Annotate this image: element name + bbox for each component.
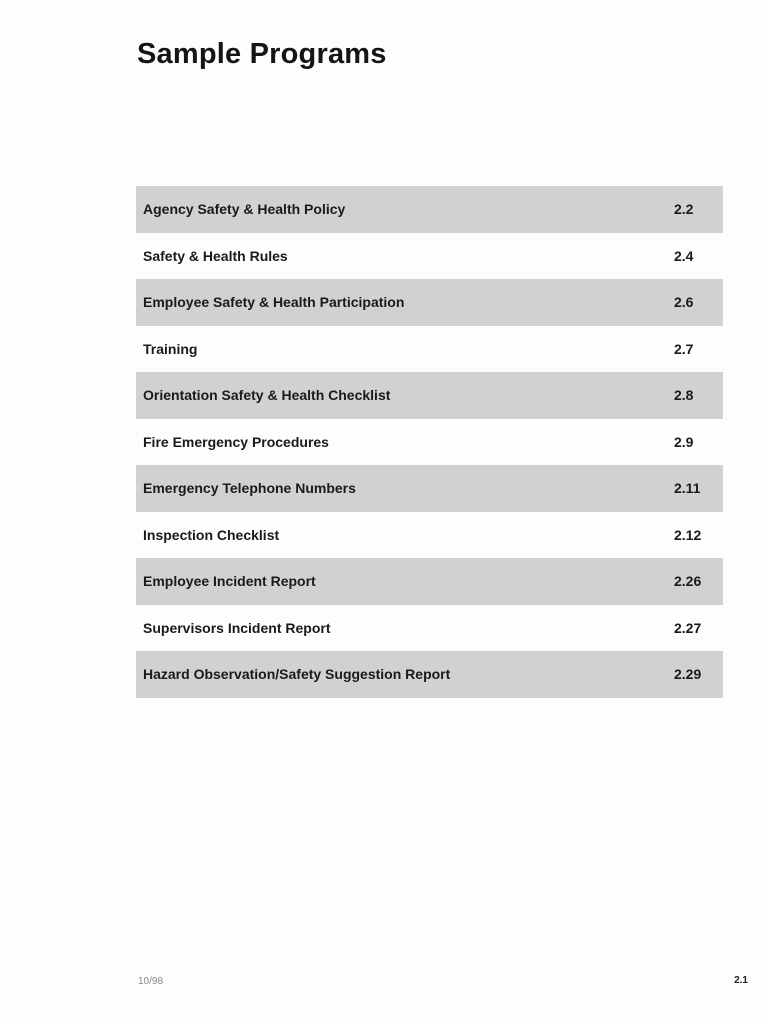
toc-entry-page: 2.26 xyxy=(674,573,702,590)
toc-row xyxy=(136,465,723,512)
toc-entry-label: Orientation Safety & Health Checklist xyxy=(143,387,391,404)
toc-row xyxy=(136,605,723,652)
page-title: Sample Programs xyxy=(137,38,387,70)
toc-row xyxy=(136,279,723,326)
toc-entry-label: Training xyxy=(143,340,198,357)
toc-entry-label: Emergency Telephone Numbers xyxy=(143,480,356,497)
toc-entry-page: 2.8 xyxy=(674,387,694,404)
toc-row xyxy=(136,326,723,373)
toc-entry-label: Agency Safety & Health Policy xyxy=(143,201,346,218)
toc-row xyxy=(136,186,723,233)
toc-entry-page: 2.12 xyxy=(674,526,702,543)
toc-entry-label: Inspection Checklist xyxy=(143,526,280,543)
toc-row xyxy=(136,512,723,559)
toc-entry-page: 2.11 xyxy=(674,480,701,497)
toc-entry-page: 2.29 xyxy=(674,666,702,683)
toc-row xyxy=(136,233,723,280)
toc-entry-label: Fire Emergency Procedures xyxy=(143,433,329,450)
toc-entry-page: 2.6 xyxy=(674,294,694,311)
footer-page-number: 2.1 xyxy=(734,975,748,986)
footer-date: 10/98 xyxy=(138,976,164,987)
toc-entry-label: Safety & Health Rules xyxy=(143,247,288,264)
toc-entry-label: Supervisors Incident Report xyxy=(143,619,331,636)
table-of-contents xyxy=(136,186,723,698)
toc-entry-page: 2.9 xyxy=(674,433,694,450)
toc-entry-page: 2.7 xyxy=(674,340,694,357)
toc-entry-page: 2.27 xyxy=(674,619,702,636)
toc-row xyxy=(136,372,723,419)
toc-entry-page: 2.2 xyxy=(674,201,694,218)
toc-entry-label: Hazard Observation/Safety Suggestion Report xyxy=(143,666,451,683)
toc-entry-label: Employee Safety & Health Participation xyxy=(143,294,405,311)
toc-entry-page: 2.4 xyxy=(674,247,694,264)
toc-row xyxy=(136,651,723,698)
toc-row xyxy=(136,419,723,466)
toc-row xyxy=(136,558,723,605)
toc-entry-label: Employee Incident Report xyxy=(143,573,316,590)
